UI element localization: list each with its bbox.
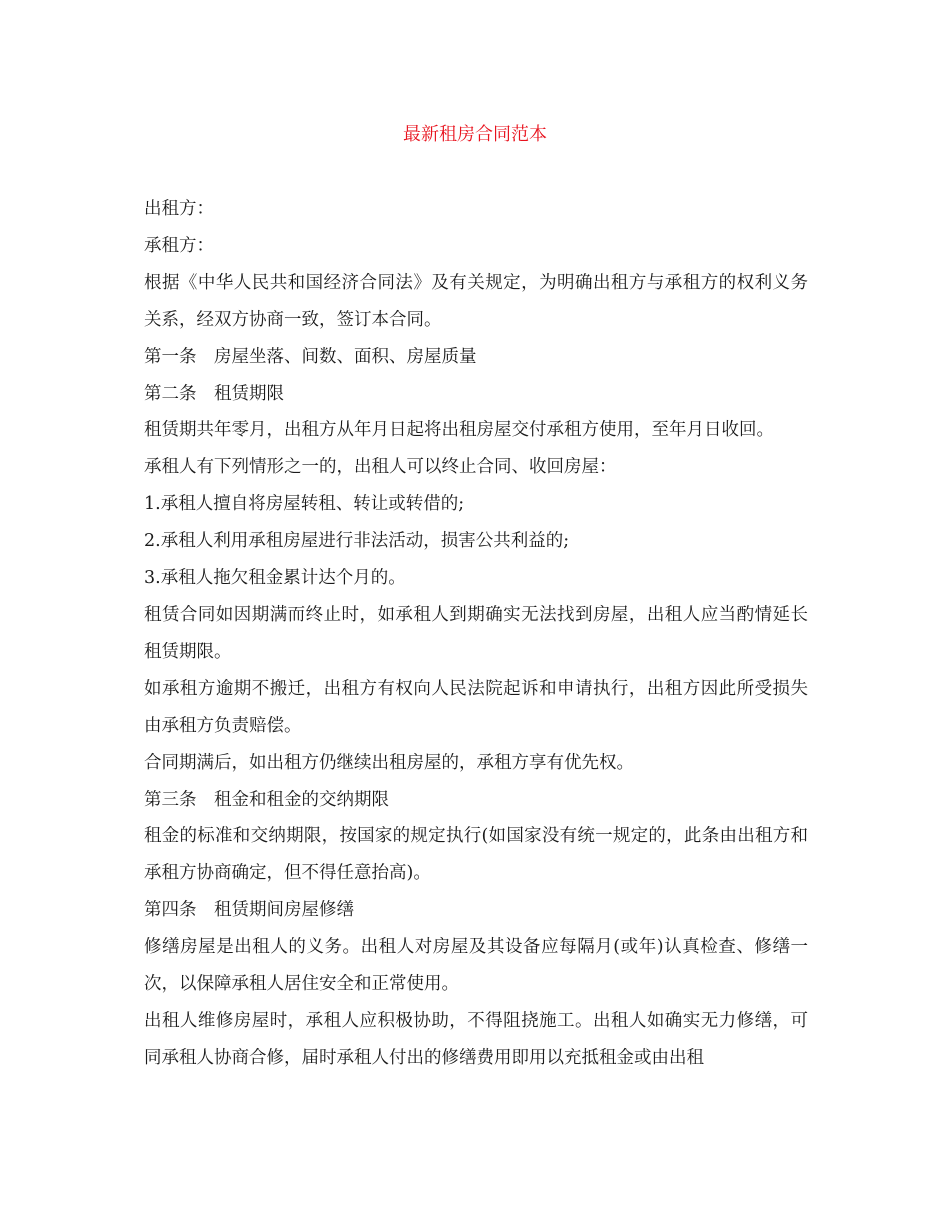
priority-right-paragraph: 合同期满后，如出租方仍继续出租房屋的，承租方享有优先权。 — [144, 752, 634, 773]
article-1-heading: 第一条 房屋坐落、间数、面积、房屋质量 — [144, 346, 477, 367]
rent-standard-paragraph: 租金的标准和交纳期限，按国家的规定执行(如国家没有统一规定的，此条由出租方和承租方协商确定，但不得任意抬高)。 — [144, 826, 808, 884]
repair-duty-paragraph: 修缮房屋是出租人的义务。出租人对房屋及其设备应每隔月(或年)认真检查、修缮一次，以保障承租人居住安全和正常使用。 — [144, 937, 808, 995]
article-2-heading: 第二条 租赁期限 — [144, 383, 284, 404]
lease-extension-paragraph: 租赁合同如因期满而终止时，如承租人到期确实无法找到房屋，出租人应当酌情延长租赁期限。 — [144, 604, 808, 662]
lessor-label: 出租方： — [144, 199, 214, 219]
preamble-paragraph: 根据《中华人民共和国经济合同法》及有关规定，为明确出租方与承租方的权利义务关系，经双方协商一致，签订本合同。 — [144, 272, 808, 330]
document-title: 最新租房合同范本 — [403, 124, 547, 145]
termination-item-1: 1.承租人擅自将房屋转租、转让或转借的; — [144, 494, 465, 515]
termination-intro-paragraph: 承租人有下列情形之一的，出租人可以终止合同、收回房屋： — [144, 457, 617, 478]
article-3-heading: 第三条 租金和租金的交纳期限 — [144, 789, 389, 810]
overdue-move-out-paragraph: 如承租方逾期不搬迁，出租方有权向人民法院起诉和申请执行，出租方因此所受损失由承租方负责赔偿。 — [144, 678, 808, 736]
article-4-heading: 第四条 租赁期间房屋修缮 — [144, 900, 354, 921]
repair-cooperation-paragraph: 出租人维修房屋时，承租人应积极协助，不得阻挠施工。出租人如确实无力修缮，可同承租人协商合修，届时承租人付出的修缮费用即用以充抵租金或由出租 — [144, 1010, 808, 1068]
termination-item-3: 3.承租人拖欠租金累计达个月的。 — [144, 568, 406, 589]
lease-term-paragraph: 租赁期共年零月，出租方从年月日起将出租房屋交付承租方使用，至年月日收回。 — [144, 420, 774, 441]
termination-item-2: 2.承租人利用承租房屋进行非法活动，损害公共利益的; — [144, 531, 570, 552]
lessee-label: 承租方： — [144, 235, 214, 256]
document-body — [144, 191, 808, 1077]
